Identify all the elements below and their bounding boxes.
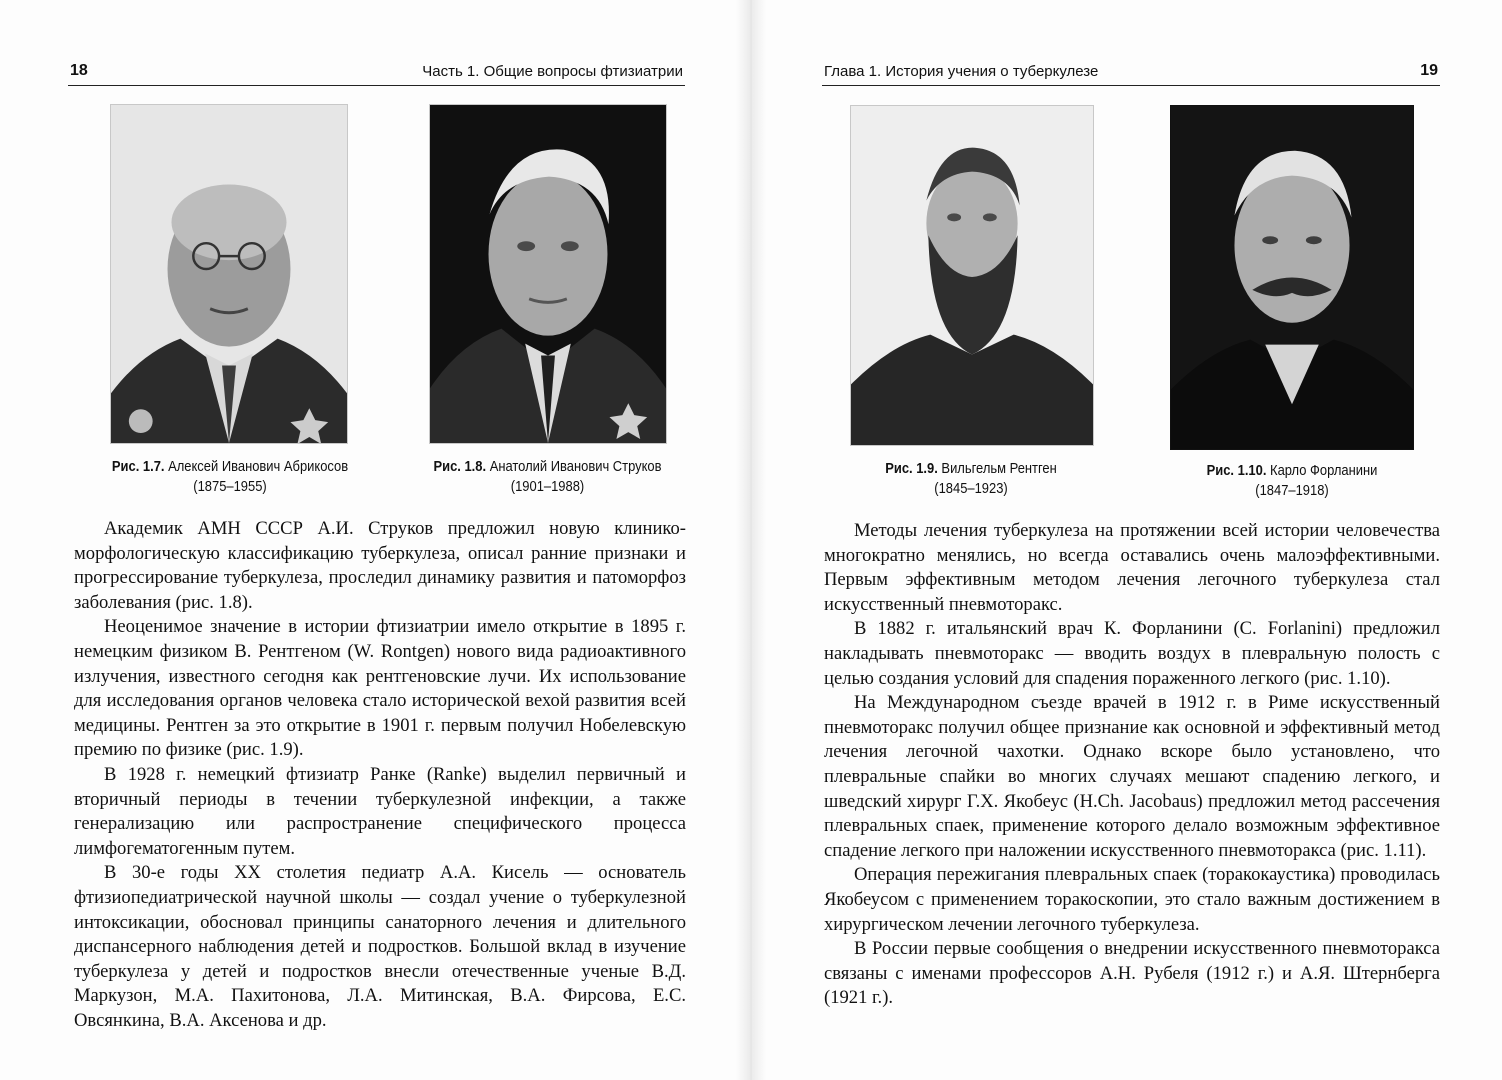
figure-years: (1901–1988) bbox=[510, 479, 585, 495]
paragraph: Академик АМН СССР А.И. Струков предложил новую клинико-морфологическую классификацию туберкулеза, описал ранние признаки и прогрессирование туберкулеза, проследил динамику развития и патоморфоз заболевания (рис. 1.8). bbox=[74, 518, 686, 613]
running-head-text: Часть 1. Общие вопросы фтизиатрии bbox=[422, 63, 683, 80]
paragraph: В 1928 г. немецкий фтизиатр Ранке (Ranke) выделил первичный и вторичный периоды в течении туберкулезной инфекции, а также генерализацию или распространение специфического процесса лимфогематогенным путем. bbox=[74, 763, 686, 859]
body-text bbox=[74, 517, 686, 1033]
body-text bbox=[824, 519, 1440, 1011]
figure-years: (1847–1918) bbox=[1255, 483, 1329, 499]
paragraph: В 1882 г. итальянский врач К. Форланини (C. Forlanini) предложил накладывать пневмоторакс — вводить воздух в плевральную полость с целью создания условий для спадения пораженного легкого (рис. 1.10). bbox=[824, 618, 1440, 689]
figure-caption bbox=[95, 457, 365, 497]
running-head bbox=[68, 60, 685, 86]
figure-person-name: Алексей Иванович Абрикосов bbox=[168, 459, 349, 475]
figure-years: (1875–1955) bbox=[193, 479, 267, 495]
page-number: 18 bbox=[70, 62, 88, 79]
figure-person-name: Вильгельм Рентген bbox=[941, 461, 1057, 477]
paragraph: Методы лечения туберкулеза на протяжении всей истории человечества многократно менялись, но всегда оставались очень малоэффективными. Первым эффективным методом лечения легочного туберкулеза стал искусственный пневмоторакс. bbox=[824, 520, 1440, 615]
paragraph: В 30-е годы XX столетия педиатр А.А. Кисель — основатель фтизиопедиатрической научной школы — создал учение о туберкулезной интоксикации, обосновал принципы санаторного лечения и длительного диспансерного наблюдения детей и подростков. Большой вклад в изучение туберкулеза у детей и подростков внесли отечественные ученые В.Д. Маркузон, М.А. Пахитонова, Л.А. Митинская, В.А. Фирсова, Е.С. Овсянкина, В.А. Аксенова и др. bbox=[74, 862, 686, 1031]
figure-caption bbox=[410, 457, 685, 497]
running-head-text: Глава 1. История учения о туберкулезе bbox=[824, 63, 1099, 80]
figure-years: (1845–1923) bbox=[934, 481, 1008, 497]
figure-label: Рис. 1.10. bbox=[1206, 463, 1267, 479]
paragraph: В России первые сообщения о внедрении искусственного пневмоторакса связаны с именами профессоров А.Н. Рубеля (1912 г.) и А.Я. Штернберга (1921 г.). bbox=[824, 938, 1440, 1009]
right-page bbox=[766, 0, 1502, 1080]
figure-person-name: Карло Форланини bbox=[1270, 463, 1378, 479]
paragraph: Операция пережигания плевральных спаек (торакокаустика) проводилась Якобеусом с применением торакоскопии, это стало важным достижением в хирургическом лечении легочного туберкулеза. bbox=[824, 864, 1440, 935]
paragraph: Неоценимое значение в истории фтизиатрии имело открытие в 1895 г. немецким физиком В. Рентгеном (W. Rontgen) нового вида радиоактивного излучения, известного сегодня как рентгеновские лучи. Их использование для исследования органов человека стало исторической вехой развития всей медицины. Рентген за это открытие в 1901 г. первым получил Нобелевскую премию по физике (рис. 1.9). bbox=[74, 616, 686, 761]
paragraph: На Международном съезде врачей в 1912 г. в Риме искусственный пневмоторакс получил общее признание как основной и эффективный метод лечения легочной чахотки. Однако вскоре было установлено, что плевральные спайки во многих случаях мешают спадению легкого, и шведский хирург Г.Х. Якобеус (H.Ch. Jacobaus) предложил метод рассечения плевральных спаек, применение которого делало возможным эффективное спадение легкого при наложении искусственного пневмоторакса (рис. 1.11). bbox=[824, 692, 1440, 861]
figure-label: Рис. 1.9. bbox=[885, 461, 938, 477]
page-number: 19 bbox=[1420, 62, 1438, 79]
figure-caption bbox=[1174, 461, 1410, 501]
portrait-rentgen bbox=[850, 105, 1094, 446]
running-head bbox=[822, 60, 1440, 86]
figure-caption bbox=[850, 459, 1093, 499]
figure-label: Рис. 1.8. bbox=[433, 459, 487, 475]
figure-label: Рис. 1.7. bbox=[111, 459, 165, 475]
portrait-strukov bbox=[429, 104, 667, 444]
left-page bbox=[0, 0, 736, 1080]
portrait-forlanini bbox=[1170, 105, 1414, 450]
portrait-abrikosov bbox=[110, 104, 348, 444]
figure-person-name: Анатолий Иванович Струков bbox=[489, 459, 662, 475]
book-gutter bbox=[736, 0, 766, 1080]
